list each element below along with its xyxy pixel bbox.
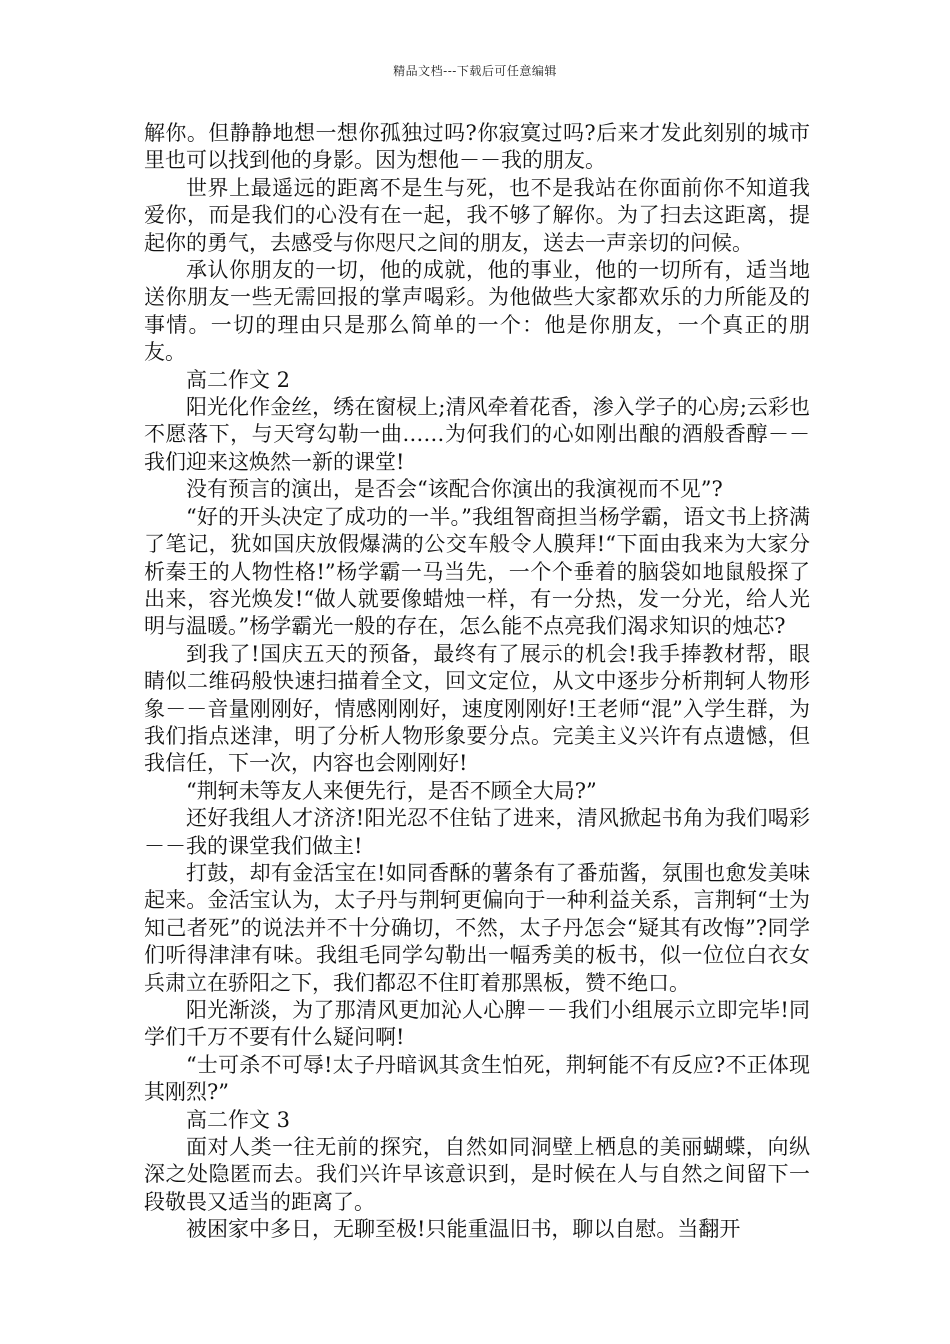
section-heading: 高二作文 2 — [186, 367, 291, 392]
paragraph: 阳光化作金丝，绣在窗棂上;清风牵着花香，渗入学子的心房;云彩也不愿落下，与天穹勾勒一曲……为何我们的心如刚出酿的酒般香醇－－我们迎来这焕然一新的课堂! — [144, 395, 810, 474]
paragraph: 阳光渐淡，为了那清风更加沁人心脾－－我们小组展示立即完毕!同学们千万不要有什么疑问啊! — [144, 998, 810, 1050]
paragraph: “好的开头决定了成功的一半。”我组智商担当杨学霸，语文书上挤满了笔记，犹如国庆放假爆满的公交车般令人膜拜!“下面由我来为大家分析秦王的人物性格!”杨学霸一马当先，一个个垂着的脑袋如地鼠般探了出来，容光焕发!“做人就要像蜡烛一样，有一分热，发一分光，给人光明与温暖。”杨学霸光一般的存在，怎么能不点亮我们渴求知识的烛芯? — [144, 504, 810, 639]
paragraph: 打鼓，却有金活宝在!如同香酥的薯条有了番茄酱，氛围也愈发美味起来。金活宝认为，太子丹与荆轲更偏向于一种利益关系，言荆轲“士为知己者死”的说法并不十分确切，不然，太子丹怎会“疑其有改悔”?同学们听得津津有味。我组毛同学勾勒出一幅秀美的板书，似一位位白衣女兵肃立在骄阳之下，我们都忍不住盯着那黑板，赞不绝口。 — [144, 860, 810, 995]
paragraph: 承认你朋友的一切，他的成就，他的事业，他的一切所有，适当地送你朋友一些无需回报的掌声喝彩。为他做些大家都欢乐的力所能及的事情。一切的理由只是那么简单的一个：他是你朋友，一个真正的朋友。 — [144, 258, 810, 365]
paragraph: 还好我组人才济济!阳光忍不住钻了进来，清风掀起书角为我们喝彩－－我的课堂我们做主! — [144, 806, 810, 858]
paragraph-continuation: 解你。但静静地想一想你孤独过吗?你寂寞过吗?后来才发此刻别的城市里也可以找到他的身影。因为想他－－我的朋友。 — [144, 121, 810, 173]
paragraph: “士可杀不可辱!太子丹暗讽其贪生怕死，荆轲能不有反应?不正体现其刚烈?” — [144, 1052, 810, 1105]
paragraph: 被困家中多日，无聊至极!只能重温旧书，聊以自慰。当翻开 — [186, 1217, 741, 1242]
document-body — [144, 120, 810, 1244]
paragraph: 没有预言的演出，是否会“该配合你演出的我演视而不见”? — [186, 477, 723, 502]
paragraph: “荆轲未等友人来便先行，是否不顾全大局?” — [186, 778, 597, 803]
section-heading: 高二作文 3 — [186, 1107, 291, 1132]
paragraph: 世界上最遥远的距离不是生与死，也不是我站在你面前你不知道我爱你，而是我们的心没有在一起，我不够了解你。为了扫去这距离，提起你的勇气，去感受与你咫尺之间的朋友，送去一声亲切的问候。 — [144, 175, 810, 255]
paragraph: 面对人类一往无前的探究，自然如同洞壁上栖息的美丽蝴蝶，向纵深之处隐匿而去。我们兴许早该意识到，是时候在人与自然之间留下一段敬畏又适当的距离了。 — [144, 1135, 810, 1214]
page-header: 精品文档---下载后可任意编辑 — [393, 64, 557, 78]
paragraph: 到我了!国庆五天的预备，最终有了展示的机会!我手捧教材帮，眼睛似二维码般快速扫描着全文，回文定位，从文中逐步分析荆轲人物形象－－音量刚刚好，情感刚刚好，速度刚刚好!王老师“混”入学生群，为我们指点迷津，明了分析人物形象要分点。完美主义兴许有点遗憾，但我信任，下一次，内容也会刚刚好! — [144, 641, 810, 776]
